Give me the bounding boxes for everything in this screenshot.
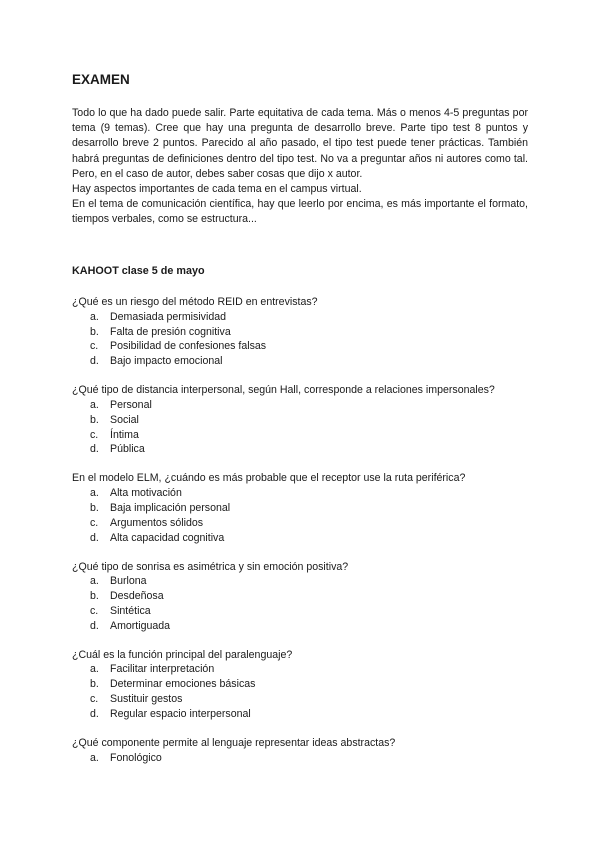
question-text: ¿Qué es un riesgo del método REID en entrevistas?: [72, 296, 318, 308]
option-letter: a.: [90, 575, 99, 588]
option-text: Pública: [110, 443, 145, 456]
option-text: Social: [110, 413, 139, 426]
option-letter: a.: [90, 487, 99, 500]
option-letter: d.: [90, 619, 99, 632]
intro-section: [72, 106, 528, 228]
option-text: Personal: [110, 398, 152, 411]
option-text: Facilitar interpretación: [110, 663, 215, 676]
option-letter: c.: [90, 604, 99, 617]
option-list: [72, 662, 542, 721]
answer-option: [72, 516, 542, 531]
answer-option: [72, 692, 542, 707]
option-text: Demasiada permisividad: [110, 310, 226, 323]
question-list: [72, 295, 542, 780]
option-letter: d.: [90, 707, 99, 720]
option-text: Argumentos sólidos: [110, 516, 204, 529]
answer-option: [72, 619, 542, 634]
option-letter: b.: [90, 325, 99, 338]
option-letter: d.: [90, 443, 99, 456]
option-text: Amortiguada: [110, 619, 171, 632]
option-letter: a.: [90, 751, 99, 764]
answer-option: [72, 677, 542, 692]
question-text: En el modelo ELM, ¿cuándo es más probable que el receptor use la ruta periférica?: [72, 472, 466, 485]
question-block: [72, 560, 542, 634]
option-letter: c.: [90, 340, 99, 353]
page-title: EXAMEN: [72, 72, 130, 87]
option-letter: a.: [90, 663, 99, 676]
option-text: Sustituir gestos: [110, 693, 183, 706]
option-text: Posibilidad de confesiones falsas: [110, 340, 267, 353]
option-text: Desdeñosa: [110, 590, 164, 603]
answer-option: [72, 339, 542, 354]
intro-paragraph: En el tema de comunicación científica, hay que leerlo por encima, es más importante el formato, tiempos verbales, como se estructura...: [72, 198, 528, 226]
answer-option: [72, 531, 542, 546]
question-text: ¿Qué tipo de distancia interpersonal, según Hall, corresponde a relaciones impersonales?: [72, 384, 495, 397]
kahoot-heading: KAHOOT clase 5 de mayo: [72, 265, 205, 277]
option-text: Íntima: [110, 428, 139, 441]
answer-option: [72, 428, 542, 443]
intro-paragraph: Todo lo que ha dado puede salir. Parte equitativa de cada tema. Más o menos 4-5 preguntas por tema (9 temas). Cree que hay una pregunta de desarrollo breve. Parte tipo test 8 puntos y desarrollo breve 2 puntos. Parecido al año pasado, el tipo test puede tener prácticas. También habrá preguntas de definiciones dentro del tipo test. No va a preguntar años ni autores como tal. Pero, en el caso de autor, debes saber cosas que dijo x autor.: [72, 107, 528, 180]
answer-option: [72, 604, 542, 619]
option-text: Falta de presión cognitiva: [110, 325, 231, 338]
question-text: ¿Cuál es la función principal del paralenguaje?: [72, 648, 293, 661]
option-letter: d.: [90, 531, 99, 544]
option-letter: c.: [90, 428, 99, 441]
option-letter: d.: [90, 355, 99, 368]
question-block: [72, 736, 542, 766]
question-block: [72, 383, 542, 457]
option-list: [72, 751, 542, 766]
question-text: ¿Qué componente permite al lenguaje representar ideas abstractas?: [72, 736, 396, 749]
option-letter: a.: [90, 398, 99, 411]
option-list: [72, 486, 542, 545]
question-block: [72, 295, 542, 369]
answer-option: [72, 589, 542, 604]
option-list: [72, 574, 542, 633]
option-list: [72, 398, 542, 457]
answer-option: [72, 398, 542, 413]
answer-option: [72, 442, 542, 457]
answer-option: [72, 325, 542, 340]
question-block: [72, 471, 542, 545]
option-list: [72, 310, 542, 369]
option-text: Regular espacio interpersonal: [110, 707, 251, 720]
answer-option: [72, 574, 542, 589]
option-letter: b.: [90, 678, 99, 691]
option-text: Bajo impacto emocional: [110, 355, 223, 368]
option-letter: c.: [90, 693, 99, 706]
answer-option: [72, 310, 542, 325]
option-text: Alta capacidad cognitiva: [110, 531, 225, 544]
question-block: [72, 648, 542, 722]
option-letter: b.: [90, 413, 99, 426]
option-letter: b.: [90, 501, 99, 514]
answer-option: [72, 354, 542, 369]
answer-option: [72, 486, 542, 501]
answer-option: [72, 751, 542, 766]
option-text: Determinar emociones básicas: [110, 678, 256, 691]
option-text: Sintética: [110, 604, 151, 617]
answer-option: [72, 707, 542, 722]
question-text: ¿Qué tipo de sonrisa es asimétrica y sin emoción positiva?: [72, 560, 349, 573]
option-text: Alta motivación: [110, 487, 182, 500]
option-text: Baja implicación personal: [110, 501, 231, 514]
option-letter: c.: [90, 516, 99, 529]
option-text: Burlona: [110, 575, 147, 588]
intro-paragraph: Hay aspectos importantes de cada tema en el campus virtual.: [72, 183, 362, 196]
answer-option: [72, 501, 542, 516]
answer-option: [72, 413, 542, 428]
option-text: Fonológico: [110, 751, 162, 764]
answer-option: [72, 662, 542, 677]
option-letter: b.: [90, 590, 99, 603]
option-letter: a.: [90, 310, 99, 323]
